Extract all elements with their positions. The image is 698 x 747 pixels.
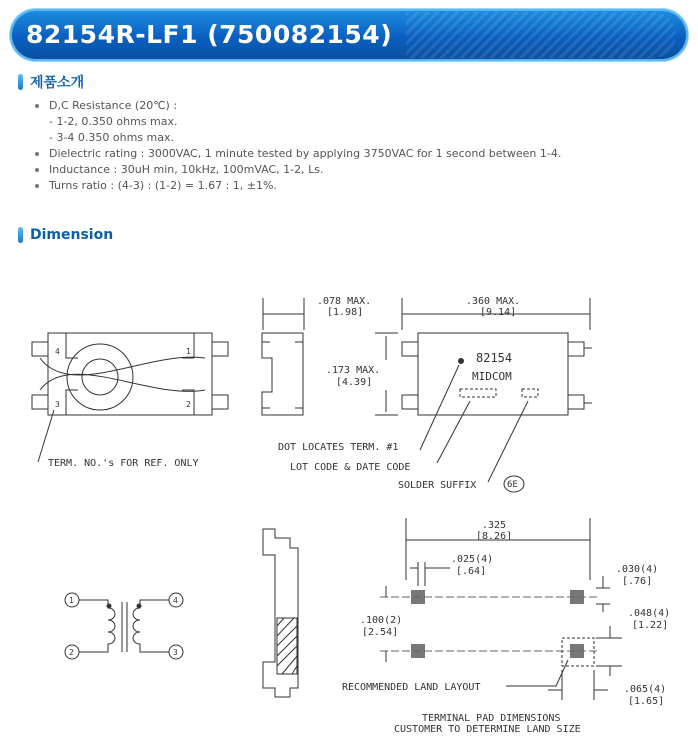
term-note: TERM. NO.'s FOR REF. ONLY [48, 458, 199, 469]
spec-item: Dielectric rating : 3000VAC, 1 minute tested by applying 3750VAC for 1 second between 1-4. [32, 146, 561, 162]
suffix-code: 6E [507, 480, 518, 490]
land-note: RECOMMENDED LAND LAYOUT [342, 682, 481, 693]
schematic [65, 593, 183, 659]
dim-065: .065(4) [624, 684, 667, 695]
spec-subitem: - 1-2, 0.350 ohms max. [49, 115, 178, 128]
dim-100-mm: [2.54] [362, 627, 399, 638]
bottom-view [32, 333, 228, 469]
section-dimension-heading [18, 227, 113, 243]
lot-note: LOT CODE & DATE CODE [290, 462, 411, 473]
section-bullet-icon [18, 227, 23, 243]
pin-3-label: 3 [55, 400, 60, 409]
dim-173: .173 MAX. [326, 365, 381, 376]
dim-078-mm: [1.98] [327, 307, 364, 318]
pin-2-label: 2 [186, 400, 191, 409]
schematic-pin-3: 3 [173, 648, 178, 657]
dim-048-mm: [1.22] [632, 620, 669, 631]
spec-list [32, 98, 561, 194]
page-title: 82154R-LF1 (750082154) [26, 20, 393, 49]
schematic-pin-2: 2 [69, 648, 74, 657]
dim-078: .078 MAX. [317, 296, 372, 307]
part-number-mark: 82154 [476, 351, 513, 365]
schematic-pin-1: 1 [69, 596, 74, 605]
pin-4-label: 4 [55, 347, 60, 356]
dim-173-mm: [4.39] [336, 377, 373, 388]
brand-mark: MIDCOM [472, 370, 512, 383]
top-view [278, 296, 592, 492]
spec-item: Turns ratio : (4-3) : (1-2) = 1.67 : 1, ±1%. [32, 178, 561, 194]
dot-note: DOT LOCATES TERM. #1 [278, 442, 399, 453]
dim-030: .030(4) [616, 564, 659, 575]
dim-025-mm: [.64] [456, 566, 487, 577]
section-dimension-title: Dimension [30, 227, 114, 243]
dim-048: .048(4) [628, 608, 671, 619]
side-view [262, 296, 371, 415]
spec-subitem: - 3-4 0.350 ohms max. [49, 131, 175, 144]
title-bar [10, 9, 688, 61]
dim-325-mm: [8.26] [476, 531, 513, 542]
spec-item: D,C Resistance (20℃) : [32, 98, 561, 114]
section-intro-heading [18, 72, 84, 92]
spec-item: Inductance : 30uH min, 10kHz, 100mVAC, 1-2, Ls. [32, 162, 561, 178]
section-intro-title: 제품소개 [30, 75, 85, 91]
dim-360-mm: [9.14] [480, 307, 517, 318]
pad-note-2: CUSTOMER TO DETERMINE LAND SIZE [394, 724, 581, 735]
dim-065-mm: [1.65] [628, 696, 665, 707]
cross-section [263, 529, 298, 697]
schematic-pin-4: 4 [173, 596, 178, 605]
dim-030-mm: [.76] [622, 576, 653, 587]
title-bar-pattern [406, 12, 676, 58]
dim-100: .100(2) [360, 615, 403, 626]
land-layout [342, 518, 670, 735]
section-bullet-icon [18, 74, 23, 90]
pin-1-label: 1 [186, 347, 191, 356]
dim-025: .025(4) [451, 554, 494, 565]
dim-325: .325 [482, 520, 507, 531]
dim-360: .360 MAX. [466, 296, 521, 307]
dimension-drawing [0, 250, 698, 747]
pad-note-1: TERMINAL PAD DIMENSIONS [422, 713, 561, 724]
suffix-note: SOLDER SUFFIX [398, 480, 477, 491]
